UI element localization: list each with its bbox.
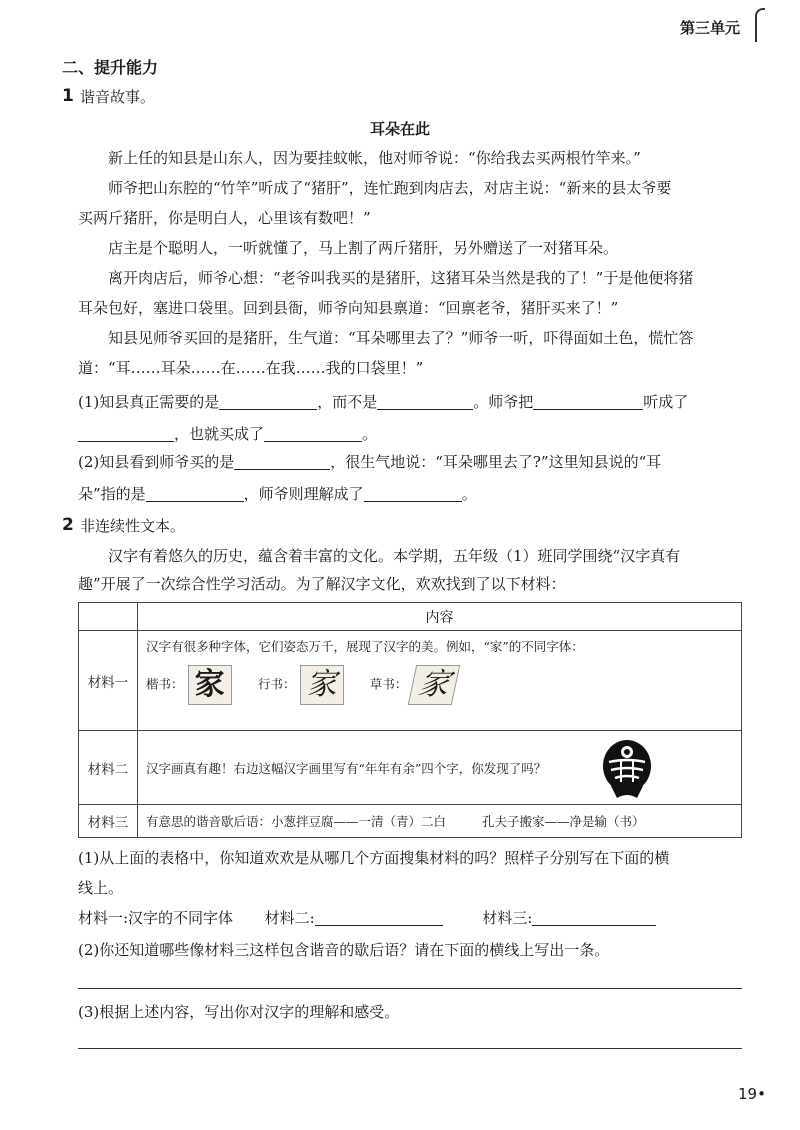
- answer-blank[interactable]: [264, 425, 362, 442]
- q1-sub2-line1: [78, 452, 661, 472]
- material-1-text: 汉字有很多种字体，它们姿态万千，展现了汉字的美。例如，“家”的不同字体：: [146, 639, 584, 654]
- page-dot: •: [757, 1085, 766, 1103]
- story-line: 耳朵包好，塞进口袋里。回到县衙，师爷向知县禀道：“回禀老爷，猪肝买来了！”: [78, 299, 619, 317]
- unit-title: 第三单元: [680, 19, 741, 37]
- answer-blank[interactable]: [377, 393, 473, 410]
- sample-answer-1: 材料一:汉字的不同字体: [78, 909, 234, 927]
- story-title: 耳朵在此: [369, 120, 430, 138]
- answer-blank[interactable]: [532, 909, 656, 926]
- question-title-2: 非连续性文本。: [80, 517, 186, 535]
- material-2-label: 材料二: [79, 731, 138, 805]
- story-line: 店主是个聪明人，一听就懂了，马上割了两斤猪肝，另外赠送了一对猪耳朵。: [108, 239, 619, 257]
- page-number-value: 19: [738, 1085, 758, 1103]
- q1-sub1-text: 。: [362, 425, 378, 443]
- material-3-label: 材料三: [79, 805, 138, 838]
- table-header: 内容: [138, 603, 742, 631]
- question-title-1: 谐音故事。: [80, 88, 156, 106]
- answer-blank[interactable]: [78, 425, 174, 442]
- material-2-text: 汉字画真有趣！右边这幅汉字画里写有“年年有余”四个字，你发现了吗？: [146, 760, 547, 776]
- q1-sub1-line2: [78, 424, 377, 444]
- q2-sub2: (2)你还知道哪些像材料三这样包含谐音的歇后语？请在下面的横线上写出一条。: [78, 941, 610, 959]
- q1-sub1-line1: [78, 392, 688, 412]
- story-line: 新上任的知县是山东人，因为要挂蚊帐，他对师爷说：“你给我去买两根竹竿来。”: [108, 149, 641, 167]
- q1-sub1-text: 听成了: [643, 393, 689, 411]
- q1-sub2-text: 。: [461, 485, 477, 503]
- material-3-text-1: 有意思的谐音歇后语：小葱拌豆腐——一清（青）二白: [146, 814, 447, 829]
- answer-line[interactable]: [78, 988, 742, 989]
- q2-sub3: (3)根据上述内容，写出你对汉字的理解和感受。: [78, 1003, 400, 1021]
- material-1-content: [138, 631, 742, 731]
- q2-sub1-cont: 线上。: [78, 879, 124, 897]
- q1-sub2-text: ，很生气地说：“耳朵哪里去了?”这里知县说的“耳: [330, 453, 662, 471]
- page-number: [738, 1085, 766, 1103]
- answer-blank[interactable]: [533, 393, 643, 410]
- q1-sub1-text: ，而不是: [317, 393, 378, 411]
- answer-blank[interactable]: [219, 393, 317, 410]
- material-3-content: [138, 805, 742, 838]
- fish-character-painting-image: [597, 736, 657, 800]
- story-line: 买两斤猪肝，你是明白人，心里该有数吧！”: [78, 209, 371, 227]
- caoshu-char-image: 家: [407, 665, 460, 705]
- q1-sub1-text: (1)知县真正需要的是: [78, 393, 220, 411]
- answer-blank[interactable]: [146, 485, 244, 502]
- q1-sub2-text: (2)知县看到师爷买的是: [78, 453, 235, 471]
- story-line: 师爷把山东腔的“竹竿”听成了“猪肝”，连忙跑到肉店去，对店主说：“新来的县太爷要: [108, 179, 672, 197]
- answer-blank[interactable]: [364, 485, 462, 502]
- q2-intro: 汉字有着悠久的历史，蕴含着丰富的文化。本学期，五年级（1）班同学围绕“汉字真有: [108, 547, 681, 565]
- header-bracket: [755, 8, 765, 42]
- answer-blank[interactable]: [315, 909, 443, 926]
- material-1-label: 材料一: [79, 631, 138, 731]
- q1-sub2-text: 朵”指的是: [78, 485, 146, 503]
- answer-blank[interactable]: [234, 453, 330, 470]
- story-line: 离开肉店后，师爷心想：“老爷叫我买的是猪肝，这猪耳朵当然是我的了！”于是他便将猪: [108, 269, 694, 287]
- q2-intro: 趣”开展了一次综合性学习活动。为了解汉字文化，欢欢找到了以下材料：: [78, 575, 566, 593]
- table-header-empty: [79, 603, 138, 631]
- font-label-kaishu: 楷书：: [146, 676, 184, 692]
- font-label-caoshu: 草书：: [369, 676, 408, 692]
- answer-line[interactable]: [78, 1048, 742, 1049]
- q2-sample-row: [78, 908, 656, 928]
- material-3-text-2: 孔夫子搬家——净是输（书）: [481, 814, 645, 829]
- q2-sub1: (1)从上面的表格中，你知道欢欢是从哪几个方面搜集材料的吗？照样子分别写在下面的横: [78, 849, 670, 867]
- question-number-1: 1: [62, 86, 74, 106]
- q1-sub2-text: ，师爷则理解成了: [243, 485, 364, 503]
- q1-sub1-text: 。师爷把: [473, 393, 534, 411]
- sample-label-3: 材料三:: [482, 909, 533, 927]
- q1-sub2-line2: [78, 484, 477, 504]
- xingshu-char-image: 家: [300, 665, 344, 705]
- kaishu-char-image: 家: [188, 665, 232, 705]
- font-label-xingshu: 行书：: [257, 676, 296, 692]
- question-number-2: 2: [62, 515, 74, 535]
- story-line: 道：“耳……耳朵……在……在我……我的口袋里！”: [78, 359, 424, 377]
- materials-table: [78, 602, 742, 838]
- section-title: 二、提升能力: [62, 58, 159, 77]
- font-samples: [146, 665, 733, 705]
- material-2-content: [138, 731, 742, 805]
- q1-sub1-text: ，也就买成了: [174, 425, 265, 443]
- story-line: 知县见师爷买回的是猪肝，生气道：“耳朵哪里去了？”师爷一听，吓得面如土色，慌忙答: [108, 329, 694, 347]
- sample-label-2: 材料二:: [264, 909, 315, 927]
